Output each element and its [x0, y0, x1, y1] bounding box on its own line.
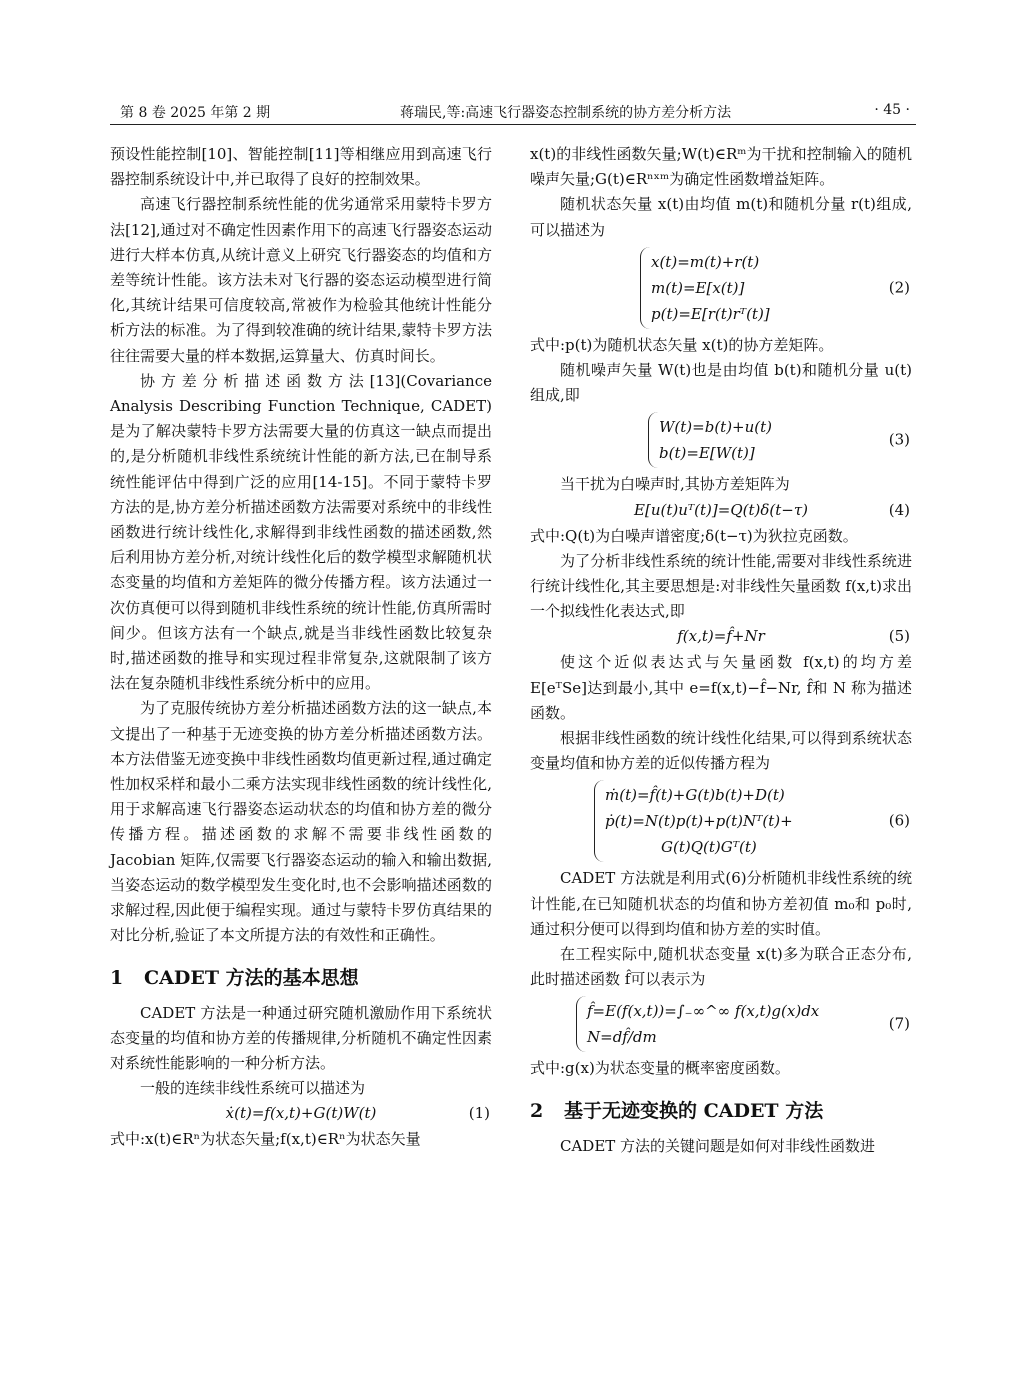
paragraph: CADET 方法就是利用式(6)分析随机非线性系统的统计性能,在已知随机状态的均值和协方差初值 m₀和 p₀时,通过积分便可以得到均值和协方差的实时值。 [530, 869, 912, 938]
paragraph: 式中:Q(t)为白噪声谱密度;δ(t−τ)为狄拉克函数。 [530, 526, 858, 545]
paragraph: 在工程实际中,随机状态变量 x(t)多为联合正态分布,此时描述函数 f̂可以表示为 [530, 945, 912, 989]
page-number: · 45 · [874, 102, 910, 118]
equation-number: (5) [888, 627, 910, 646]
equation-7 [530, 996, 912, 1052]
article-running-title: 蒋瑞民,等:高速飞行器姿态控制系统的协方差分析方法 [400, 105, 732, 121]
equation-4 [530, 498, 912, 524]
equation-number: (4) [888, 500, 910, 519]
equation-line: b(t)=E[W(t)] [659, 444, 755, 463]
section-heading-2 [530, 1098, 912, 1124]
equation-number: (6) [888, 811, 910, 830]
equation-system [594, 780, 793, 862]
section-title: CADET 方法的基本思想 [144, 966, 359, 989]
paragraph: 协方差分析描述函数方法[13](Covariance Analysis Describing Function Technique, CADET)是为了解决蒙特卡罗方法需要大量的仿真这一缺点而提出的,是分析随机非线性系统统计性能的新方法,已在制导系统性能评估中得到广泛的应用[14-15]。不同于蒙特卡罗方法的是,协方差分析描述函数方法需要对系统中的非线性函数进行统计线性化,求解得到非线性函数的描述函数,然后利用协方差分析,对统计线性化后的数学模型求解随机状态变量的均值和方差矩阵的微分传播方程。该方法通过一次仿真便可以得到随机非线性系统的统计性能,仿真所需时间少。但该方法有一个缺点,就是当非线性函数比较复杂时,描述函数的推导和实现过程非常复杂,这就限制了该方法在复杂随机非线性系统分析中的应用。 [110, 371, 492, 693]
equation-3 [530, 412, 912, 468]
paragraph: 随机状态矢量 x(t)由均值 m(t)和随机分量 r(t)组成,可以描述为 [530, 195, 912, 239]
equation-body: E[u(t)uᵀ(t)]=Q(t)δ(t−τ) [634, 500, 808, 519]
equation-line: p(t)=E[r(t)rᵀ(t)] [651, 304, 770, 323]
running-header [110, 100, 916, 125]
equation-6 [530, 780, 912, 862]
paragraph: 预设性能控制[10]、智能控制[11]等相继应用到高速飞行器控制系统设计中,并已取得了良好的控制效果。 [110, 145, 492, 189]
paragraph: 根据非线性函数的统计线性化结果,可以得到系统状态变量均值和协方差的近似传播方程为 [530, 729, 912, 773]
right-column [530, 142, 912, 1159]
paragraph: 为了分析非线性系统的统计性能,需要对非线性系统进行统计线性化,其主要思想是:对非线性矢量函数 f(x,t)求出一个拟线性化表达式,即 [530, 551, 912, 621]
section-number: 1 [110, 966, 124, 989]
equation-system [640, 247, 770, 329]
equation-line: m(t)=E[x(t)] [651, 278, 745, 297]
paragraph: 当干扰为白噪声时,其协方差矩阵为 [560, 475, 790, 494]
paragraph: 随机噪声矢量 W(t)也是由均值 b(t)和随机分量 u(t)组成,即 [530, 361, 912, 405]
section-number: 2 [530, 1099, 544, 1122]
equation-line: f̂=E(f(x,t))=∫₋∞^∞ f(x,t)g(x)dx [587, 1002, 820, 1021]
left-column [110, 142, 492, 1153]
equation-1 [110, 1101, 492, 1127]
section-heading-1 [110, 965, 492, 991]
paragraph: 式中:p(t)为随机状态矢量 x(t)的协方差矩阵。 [530, 335, 834, 354]
equation-line: ṗ(t)=N(t)p(t)+p(t)Nᵀ(t)+ [605, 812, 793, 831]
equation-system [648, 412, 772, 468]
equation-body: f(x,t)=f̂+Nr [677, 627, 765, 646]
section-title: 基于无迹变换的 CADET 方法 [564, 1099, 824, 1122]
equation-system [576, 996, 819, 1052]
equation-number: (2) [888, 278, 910, 297]
journal-issue: 第 8 卷 2025 年第 2 期 [120, 105, 271, 121]
paragraph: CADET 方法是一种通过研究随机激励作用下系统状态变量的均值和协方差的传播规律,分析随机不确定性因素对系统性能影响的一种分析方法。 [110, 1003, 492, 1072]
equation-number: (7) [888, 1014, 910, 1033]
paragraph: 高速飞行器控制系统性能的优劣通常采用蒙特卡罗方法[12],通过对不确定性因素作用下的高速飞行器姿态运动进行大样本仿真,从统计意义上研究飞行器姿态的均值和方差等统计性能。该方法未对飞行器的姿态运动模型进行简化,其统计结果可信度较高,常被作为检验其他统计性能分析方法的标准。为了得到较准确的统计结果,蒙特卡罗方法往往需要大量的样本数据,运算量大、仿真时间长。 [110, 195, 492, 365]
equation-body: ẋ(t)=f(x,t)+G(t)W(t) [225, 1104, 377, 1123]
equation-line: G(t)Q(t)Gᵀ(t) [661, 838, 757, 857]
equation-line: W(t)=b(t)+u(t) [659, 418, 773, 437]
paragraph: 一般的连续非线性系统可以描述为 [140, 1079, 366, 1098]
paragraph: CADET 方法的关键问题是如何对非线性函数进 [560, 1136, 876, 1155]
paragraph: 为了克服传统协方差分析描述函数方法的这一缺点,本文提出了一种基于无迹变换的协方差分析描述函数方法。本方法借鉴无迹变换中非线性函数均值更新过程,通过确定性加权采样和最小二乘方法实现非线性函数的统计线性化,用于求解高速飞行器姿态运动状态的均值和协方差的微分传播方程。描述函数的求解不需要非线性函数的 Jacobian 矩阵,仅需要飞行器姿态运动的输入和输出数据,当姿态运动的数学模型发生变化时,也不会影响描述函数的求解过程,因此便于编程实现。通过与蒙特卡罗仿真结果的对比分析,验证了本文所提方法的有效性和正确性。 [110, 699, 492, 945]
equation-line: ṁ(t)=f̂(t)+G(t)b(t)+D(t) [605, 786, 785, 805]
paragraph: 使这个近似表达式与矢量函数 f(x,t)的均方差 E[eᵀSe]达到最小,其中 e=f(x,t)−f̂−Nr, f̂和 N 称为描述函数。 [530, 653, 912, 722]
paragraph: x(t)的非线性函数矢量;W(t)∈Rᵐ为干扰和控制输入的随机噪声矢量;G(t)∈Rⁿˣᵐ为确定性函数增益矩阵。 [530, 145, 912, 189]
equation-5 [530, 624, 912, 650]
paragraph: 式中:x(t)∈Rⁿ为状态矢量;f(x,t)∈Rⁿ为状态矢量 [110, 1130, 421, 1149]
equation-2 [530, 247, 912, 329]
equation-number: (3) [888, 430, 910, 449]
equation-line: N=df̂/dm [587, 1028, 657, 1047]
equation-number: (1) [468, 1104, 490, 1123]
equation-line: x(t)=m(t)+r(t) [651, 252, 760, 271]
paragraph: 式中:g(x)为状态变量的概率密度函数。 [530, 1059, 790, 1078]
